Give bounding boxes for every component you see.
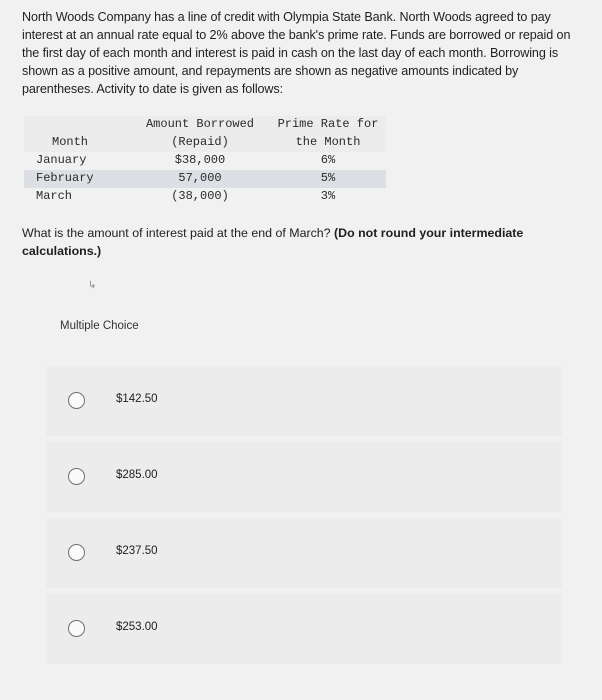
radio-button-icon[interactable]	[68, 468, 85, 485]
radio-button-icon[interactable]	[68, 392, 85, 409]
choice-option-2[interactable]	[46, 442, 562, 512]
header-the-month: the Month	[295, 135, 361, 149]
row-amount: 57,000	[178, 171, 222, 185]
header-month: Month	[52, 135, 89, 149]
table-header-row-1	[24, 116, 386, 134]
choice-label: $237.50	[116, 545, 158, 557]
question-text	[22, 224, 578, 260]
header-prime-rate: Prime Rate for	[277, 117, 379, 131]
row-rate: 3%	[320, 189, 336, 203]
row-month: March	[36, 189, 73, 203]
radio-button-icon[interactable]	[68, 544, 85, 561]
table-header-row-2	[24, 134, 386, 152]
row-amount: (38,000)	[171, 189, 229, 203]
radio-button-icon[interactable]	[68, 620, 85, 637]
choice-option-1[interactable]	[46, 366, 562, 436]
multiple-choice-label: Multiple Choice	[60, 320, 139, 332]
table-row-march	[24, 188, 386, 206]
activity-table	[24, 116, 386, 206]
table-row-february	[24, 170, 386, 188]
choice-label: $142.50	[116, 393, 158, 405]
choice-option-3[interactable]	[46, 518, 562, 588]
header-amount-borrowed: Amount Borrowed	[145, 117, 255, 131]
question-instruction: (Do not round your intermediate calculations.)	[22, 226, 524, 258]
row-month: February	[36, 171, 94, 185]
row-rate: 6%	[320, 153, 336, 167]
row-rate: 5%	[320, 171, 336, 185]
table-row-january	[24, 152, 386, 170]
problem-statement: North Woods Company has a line of credit with Olympia State Bank. North Woods agreed to pay interest at an annual rate equal to 2% above the bank's prime rate. Funds are borrowed or repaid on the first day of each month and interest is paid in cash on the last day of each month. Borrowing is shown as a positive amount, and repayments are shown as negative amounts indicated by parentheses. Activity to date is given as follows:	[22, 10, 571, 96]
choice-option-4[interactable]	[46, 594, 562, 664]
row-month: January	[36, 153, 87, 167]
choice-label: $285.00	[116, 469, 158, 481]
cursor-mark-icon: ↳	[88, 280, 97, 291]
row-amount: $38,000	[174, 153, 226, 167]
choice-label: $253.00	[116, 621, 158, 633]
question-main: What is the amount of interest paid at the end of March?	[22, 226, 335, 240]
header-repaid: (Repaid)	[171, 135, 229, 149]
